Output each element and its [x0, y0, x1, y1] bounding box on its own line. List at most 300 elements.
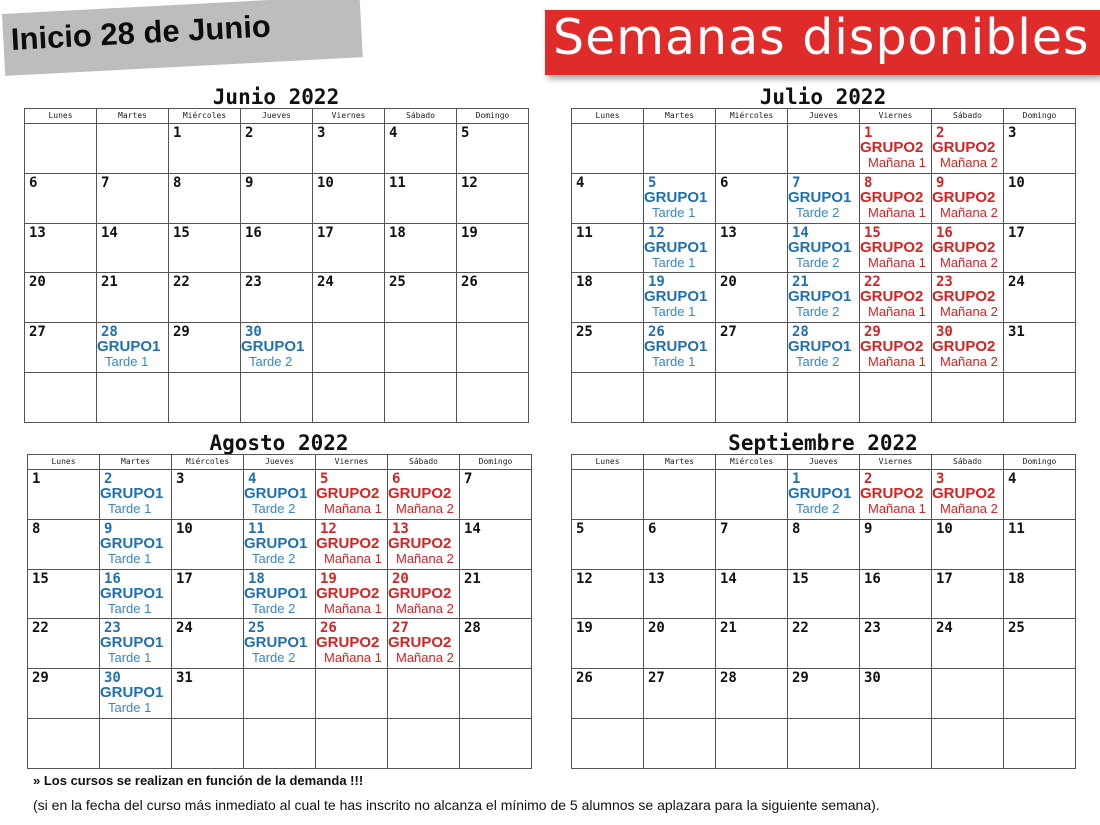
group-label: GRUPO2	[388, 485, 452, 502]
weekday-header: Martes	[644, 109, 716, 124]
day-number: 27	[720, 324, 737, 341]
day-cell	[28, 569, 100, 619]
day-cell	[932, 718, 1004, 768]
day-cell	[241, 124, 313, 174]
day-cell	[644, 273, 716, 323]
weekday-header: Jueves	[788, 109, 860, 124]
day-cell	[716, 718, 788, 768]
day-number: 21	[792, 274, 809, 291]
weekday-header: Martes	[644, 455, 716, 470]
group-label: GRUPO1	[788, 238, 852, 256]
day-number: 18	[576, 274, 593, 291]
week-row	[572, 718, 1076, 768]
day-cell	[169, 372, 241, 422]
day-number: 6	[648, 520, 657, 537]
day-cell	[385, 124, 457, 174]
day-cell	[457, 323, 529, 373]
day-cell	[788, 519, 860, 569]
day-number: 4	[389, 125, 398, 141]
shift-label: Tarde 2	[796, 354, 840, 370]
day-cell	[1004, 619, 1076, 669]
shift-label: Mañana 1	[868, 501, 926, 516]
day-cell	[932, 372, 1004, 422]
group-label: GRUPO1	[644, 238, 708, 256]
day-number: 22	[792, 620, 809, 637]
day-cell	[388, 470, 460, 520]
shift-label: Mañana 2	[940, 354, 998, 370]
day-number: 19	[320, 570, 337, 587]
day-number: 31	[1008, 324, 1025, 341]
day-cell	[100, 619, 172, 669]
day-number: 24	[176, 620, 193, 637]
day-number: 28	[720, 670, 737, 687]
week-row	[28, 619, 532, 669]
group-label: GRUPO2	[932, 188, 996, 206]
group-label: GRUPO1	[100, 584, 164, 602]
day-cell	[100, 470, 172, 520]
day-cell	[28, 619, 100, 669]
shift-label: Mañana 1	[324, 650, 382, 666]
week-row	[28, 470, 532, 520]
day-number: 28	[464, 620, 481, 637]
day-cell	[716, 619, 788, 669]
group-label: GRUPO2	[860, 139, 924, 156]
week-row	[25, 273, 529, 323]
day-cell	[97, 323, 169, 373]
shift-label: Mañana 1	[868, 204, 926, 220]
day-number: 28	[101, 324, 118, 341]
day-number: 23	[104, 620, 121, 637]
shift-label: Mañana 2	[940, 501, 998, 516]
day-cell	[241, 372, 313, 422]
day-cell	[316, 569, 388, 619]
shift-label: Mañana 1	[868, 155, 926, 170]
day-cell	[244, 669, 316, 719]
week-row	[572, 569, 1076, 619]
day-number: 22	[173, 274, 190, 291]
day-number: 24	[1008, 274, 1025, 291]
day-number: 1	[792, 471, 801, 487]
group-label: GRUPO2	[388, 534, 452, 552]
group-label: GRUPO2	[316, 485, 380, 502]
day-cell	[572, 372, 644, 422]
weekday-header: Jueves	[788, 455, 860, 470]
day-number: 30	[104, 670, 121, 687]
day-cell	[169, 223, 241, 273]
day-cell	[100, 519, 172, 569]
group-label: GRUPO1	[100, 534, 164, 552]
day-number: 26	[648, 324, 665, 341]
day-cell	[460, 470, 532, 520]
group-label: GRUPO2	[860, 338, 924, 356]
day-cell	[932, 223, 1004, 273]
shift-label: Tarde 2	[252, 550, 296, 566]
day-cell	[716, 569, 788, 619]
day-cell	[169, 173, 241, 223]
day-number: 2	[864, 471, 873, 487]
day-cell	[932, 323, 1004, 373]
day-cell	[716, 519, 788, 569]
shift-label: Tarde 2	[796, 254, 840, 270]
weekday-header: Lunes	[572, 455, 644, 470]
group-label: GRUPO2	[316, 634, 380, 652]
week-row	[572, 323, 1076, 373]
day-cell	[169, 323, 241, 373]
day-cell	[244, 470, 316, 520]
day-number: 31	[176, 670, 193, 687]
day-cell	[385, 323, 457, 373]
shift-label: Mañana 2	[940, 304, 998, 320]
group-label: GRUPO2	[932, 338, 996, 356]
group-label: GRUPO2	[388, 634, 452, 652]
week-row	[572, 173, 1076, 223]
group-label: GRUPO1	[788, 338, 852, 356]
group-label: GRUPO1	[244, 534, 308, 552]
day-number: 27	[648, 670, 665, 687]
day-cell	[457, 273, 529, 323]
day-cell	[788, 669, 860, 719]
day-number: 3	[1008, 125, 1017, 141]
day-cell	[25, 372, 97, 422]
day-cell	[172, 569, 244, 619]
day-number: 18	[1008, 570, 1025, 587]
day-cell	[244, 619, 316, 669]
weekday-header: Jueves	[241, 109, 313, 124]
day-cell	[644, 323, 716, 373]
day-cell	[644, 619, 716, 669]
day-number: 21	[720, 620, 737, 637]
week-row	[572, 669, 1076, 719]
day-cell	[385, 223, 457, 273]
shift-label: Mañana 1	[868, 254, 926, 270]
day-number: 25	[576, 324, 593, 341]
day-cell	[28, 519, 100, 569]
day-cell	[716, 323, 788, 373]
day-number: 19	[461, 224, 478, 241]
day-cell	[788, 372, 860, 422]
day-cell	[100, 569, 172, 619]
day-cell	[644, 124, 716, 174]
day-cell	[241, 223, 313, 273]
day-cell	[172, 718, 244, 768]
shift-label: Tarde 2	[252, 600, 296, 616]
day-cell	[97, 372, 169, 422]
day-cell	[644, 718, 716, 768]
shift-label: Tarde 1	[108, 650, 152, 666]
day-number: 11	[576, 224, 593, 241]
day-cell	[788, 223, 860, 273]
day-cell	[644, 470, 716, 520]
day-cell	[316, 519, 388, 569]
day-number: 9	[104, 520, 113, 537]
day-number: 3	[176, 471, 185, 487]
day-number: 16	[104, 570, 121, 587]
day-cell	[313, 273, 385, 323]
day-cell	[460, 519, 532, 569]
day-number: 7	[101, 174, 110, 191]
day-cell	[572, 619, 644, 669]
day-cell	[388, 569, 460, 619]
day-number: 3	[317, 125, 326, 141]
day-cell	[1004, 323, 1076, 373]
day-cell	[644, 569, 716, 619]
group-label: GRUPO1	[100, 684, 164, 702]
weekday-header: Viernes	[860, 109, 932, 124]
shift-label: Mañana 1	[324, 550, 382, 566]
day-number: 26	[320, 620, 337, 637]
day-cell	[572, 669, 644, 719]
day-number: 24	[317, 274, 334, 291]
day-cell	[860, 372, 932, 422]
day-number: 21	[464, 570, 481, 587]
day-number: 15	[32, 570, 49, 587]
day-cell	[460, 569, 532, 619]
day-number: 8	[864, 174, 873, 191]
day-number: 2	[245, 125, 254, 141]
shift-label: Tarde 1	[108, 600, 152, 616]
group-label: GRUPO2	[860, 288, 924, 306]
day-cell	[241, 173, 313, 223]
day-number: 7	[464, 471, 473, 487]
day-number: 11	[248, 520, 265, 537]
group-label: GRUPO2	[932, 288, 996, 306]
day-number: 17	[936, 570, 953, 587]
day-number: 7	[720, 520, 729, 537]
day-number: 10	[317, 174, 334, 191]
week-row	[572, 470, 1076, 520]
week-row	[572, 519, 1076, 569]
day-cell	[388, 669, 460, 719]
day-cell	[644, 669, 716, 719]
shift-label: Mañana 2	[940, 204, 998, 220]
weekday-header: Miércoles	[172, 455, 244, 470]
day-number: 1	[173, 125, 182, 141]
day-cell	[716, 223, 788, 273]
day-cell	[100, 669, 172, 719]
day-cell	[788, 619, 860, 669]
day-cell	[28, 470, 100, 520]
day-cell	[644, 223, 716, 273]
day-cell	[1004, 470, 1076, 520]
day-cell	[644, 372, 716, 422]
day-number: 4	[1008, 471, 1017, 487]
calendar-agosto	[27, 454, 532, 769]
day-cell	[385, 273, 457, 323]
day-cell	[313, 173, 385, 223]
day-number: 28	[792, 324, 809, 341]
day-cell	[644, 173, 716, 223]
day-cell	[457, 173, 529, 223]
calendar-septiembre	[571, 454, 1076, 769]
day-number: 19	[648, 274, 665, 291]
weekday-header: Lunes	[25, 109, 97, 124]
week-row	[28, 569, 532, 619]
day-number: 19	[576, 620, 593, 637]
shift-label: Tarde 1	[108, 700, 152, 716]
day-cell	[313, 323, 385, 373]
day-number: 9	[245, 174, 254, 191]
day-number: 13	[648, 570, 665, 587]
day-number: 5	[461, 125, 470, 141]
week-row	[572, 372, 1076, 422]
weekday-header: Martes	[100, 455, 172, 470]
weekday-header: Viernes	[860, 455, 932, 470]
day-cell	[25, 273, 97, 323]
day-cell	[457, 372, 529, 422]
day-cell	[313, 124, 385, 174]
group-label: GRUPO2	[860, 188, 924, 206]
day-number: 16	[936, 224, 953, 241]
day-number: 10	[1008, 174, 1025, 191]
day-cell	[460, 718, 532, 768]
shift-label: Tarde 2	[796, 204, 840, 220]
week-row	[25, 223, 529, 273]
day-number: 10	[176, 520, 193, 537]
week-row	[572, 619, 1076, 669]
day-number: 20	[29, 274, 46, 291]
weekday-header-row	[572, 455, 1076, 470]
day-number: 23	[864, 620, 881, 637]
day-cell	[97, 273, 169, 323]
day-cell	[716, 470, 788, 520]
day-cell	[1004, 273, 1076, 323]
group-label: GRUPO1	[244, 485, 308, 502]
group-label: GRUPO1	[241, 338, 305, 356]
day-cell	[244, 569, 316, 619]
day-cell	[1004, 718, 1076, 768]
shift-label: Tarde 2	[796, 501, 840, 516]
day-number: 17	[1008, 224, 1025, 241]
day-number: 5	[576, 520, 585, 537]
day-number: 11	[1008, 520, 1025, 537]
day-cell	[788, 569, 860, 619]
weekday-header: Jueves	[244, 455, 316, 470]
shift-label: Mañana 2	[940, 155, 998, 170]
month-title-junio: Junio 2022	[212, 85, 340, 109]
day-cell	[932, 669, 1004, 719]
day-cell	[1004, 173, 1076, 223]
day-number: 2	[104, 471, 113, 487]
shift-label: Tarde 1	[105, 354, 149, 370]
day-number: 5	[648, 174, 657, 191]
day-number: 12	[648, 224, 665, 241]
day-cell	[97, 124, 169, 174]
day-cell	[97, 173, 169, 223]
day-number: 18	[389, 224, 406, 241]
day-number: 16	[864, 570, 881, 587]
calendar-junio	[24, 108, 529, 423]
week-row	[25, 372, 529, 422]
day-cell	[313, 372, 385, 422]
day-number: 26	[461, 274, 478, 291]
day-cell	[716, 273, 788, 323]
day-number: 13	[392, 520, 409, 537]
day-number: 23	[245, 274, 262, 291]
day-number: 6	[392, 471, 401, 487]
day-cell	[388, 619, 460, 669]
day-cell	[716, 124, 788, 174]
weekday-header: Viernes	[316, 455, 388, 470]
day-cell	[457, 124, 529, 174]
day-number: 12	[576, 570, 593, 587]
day-cell	[100, 718, 172, 768]
day-number: 8	[32, 520, 41, 537]
day-number: 8	[792, 520, 801, 537]
group-label: GRUPO2	[932, 238, 996, 256]
day-cell	[860, 323, 932, 373]
day-cell	[388, 519, 460, 569]
day-cell	[644, 519, 716, 569]
day-cell	[1004, 223, 1076, 273]
weekday-header: Domingo	[457, 109, 529, 124]
day-number: 7	[792, 174, 801, 191]
day-cell	[244, 718, 316, 768]
day-number: 17	[176, 570, 193, 587]
day-number: 29	[173, 324, 190, 341]
shift-label: Mañana 1	[324, 600, 382, 616]
calendar-julio	[571, 108, 1076, 423]
day-number: 6	[29, 174, 38, 191]
day-cell	[241, 273, 313, 323]
day-cell	[313, 223, 385, 273]
day-cell	[860, 669, 932, 719]
shift-label: Tarde 2	[252, 501, 296, 516]
day-cell	[788, 718, 860, 768]
day-number: 13	[29, 224, 46, 241]
group-label: GRUPO1	[788, 188, 852, 206]
day-number: 30	[864, 670, 881, 687]
shift-label: Tarde 2	[796, 304, 840, 320]
weekday-header-row	[572, 109, 1076, 124]
shift-label: Mañana 2	[396, 600, 454, 616]
day-cell	[388, 718, 460, 768]
day-number: 14	[720, 570, 737, 587]
day-cell	[860, 173, 932, 223]
day-number: 13	[720, 224, 737, 241]
day-cell	[860, 470, 932, 520]
group-label: GRUPO2	[388, 584, 452, 602]
day-number: 14	[101, 224, 118, 241]
day-cell	[572, 569, 644, 619]
shift-label: Mañana 2	[396, 501, 454, 516]
day-cell	[932, 619, 1004, 669]
weekday-header-row	[25, 109, 529, 124]
day-number: 20	[648, 620, 665, 637]
day-number: 18	[248, 570, 265, 587]
postpone-note: (si en la fecha del curso más inmediato al cual te has inscrito no alcanza el mínimo de 5 alumnos se aplazara para la siguiente semana).	[33, 797, 880, 813]
day-cell	[860, 223, 932, 273]
day-cell	[385, 372, 457, 422]
group-label: GRUPO1	[788, 288, 852, 306]
shift-label: Tarde 1	[652, 354, 696, 370]
day-number: 2	[936, 125, 945, 141]
day-cell	[1004, 124, 1076, 174]
day-number: 23	[936, 274, 953, 291]
day-cell	[25, 124, 97, 174]
group-label: GRUPO1	[244, 634, 308, 652]
day-cell	[860, 273, 932, 323]
weekday-header-row	[28, 455, 532, 470]
month-title-agosto: Agosto 2022	[209, 431, 349, 455]
weekday-header: Sábado	[932, 109, 1004, 124]
day-cell	[932, 124, 1004, 174]
group-label: GRUPO1	[100, 634, 164, 652]
day-cell	[316, 718, 388, 768]
day-cell	[316, 669, 388, 719]
day-cell	[169, 273, 241, 323]
group-label: GRUPO2	[932, 485, 996, 502]
weekday-header: Sábado	[388, 455, 460, 470]
